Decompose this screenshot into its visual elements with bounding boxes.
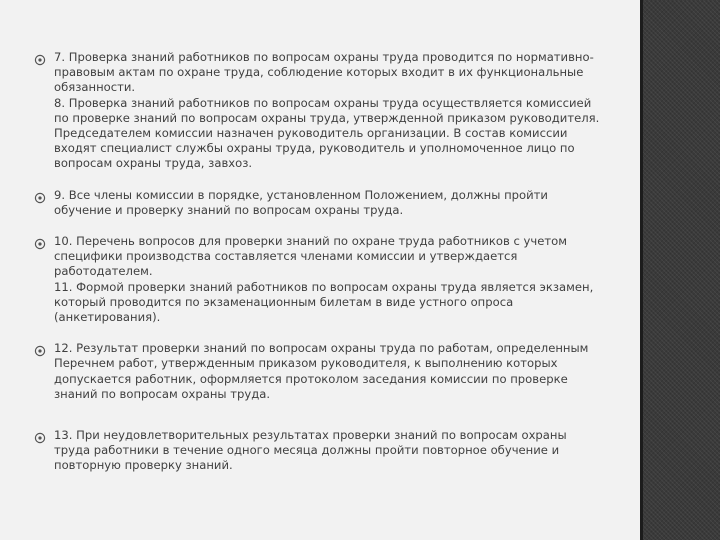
paragraph-8: 8. Проверка знаний работников по вопросам охраны труда осуществляется комиссией по проверке знаний по вопросам охраны труда, утвержденной приказом руководителя. Председателем комиссии назначен руководитель организации. В состав комиссии входят специалист службы охраны труда, руководитель и уполномоченное лицо по вопросам охраны труда, завхоз. bbox=[54, 95, 600, 171]
list-item bbox=[34, 50, 600, 172]
list-item bbox=[34, 341, 600, 402]
target-bullet-icon bbox=[34, 238, 46, 250]
list-item bbox=[34, 428, 600, 474]
decorative-side-panel bbox=[640, 0, 720, 540]
paragraph-7: 7. Проверка знаний работников по вопросам охраны труда проводится по нормативно-правовым актам по охране труда, соблюдение которых входит в их функциональные обязанности. bbox=[54, 50, 594, 95]
target-bullet-icon bbox=[34, 432, 46, 444]
list-item bbox=[34, 234, 600, 325]
paragraph-12: 12. Результат проверки знаний по вопросам охраны труда по работам, определенным Перечнем работ, утвержденным приказом руководителя, к выполнению которых допускается работник, оформляется протоколом заседания комиссии по проверке знаний по вопросам охраны труда. bbox=[54, 341, 589, 401]
paragraph-9: 9. Все члены комиссии в порядке, установленном Положением, должны пройти обучение и проверку знаний по вопросам охраны труда. bbox=[54, 187, 548, 217]
paragraph-13: 13. При неудовлетворительных результатах проверки знаний по вопросам охраны труда работники в течение одного месяца должны пройти повторное обучение и повторную проверку знаний. bbox=[54, 428, 567, 473]
target-bullet-icon bbox=[34, 192, 46, 204]
target-bullet-icon bbox=[34, 345, 46, 357]
target-bullet-icon bbox=[34, 54, 46, 66]
paragraph-11: 11. Формой проверки знаний работников по вопросам охраны труда является экзамен, который проводится по экзаменационным билетам в виде устного опроса (анкетирования). bbox=[54, 279, 594, 325]
list-item bbox=[34, 188, 600, 218]
paragraph-10: 10. Перечень вопросов для проверки знаний по охране труда работников с учетом специфики производства составляется членами комиссии и утверждается работодателем. bbox=[54, 234, 567, 279]
bullet-list bbox=[34, 50, 600, 490]
